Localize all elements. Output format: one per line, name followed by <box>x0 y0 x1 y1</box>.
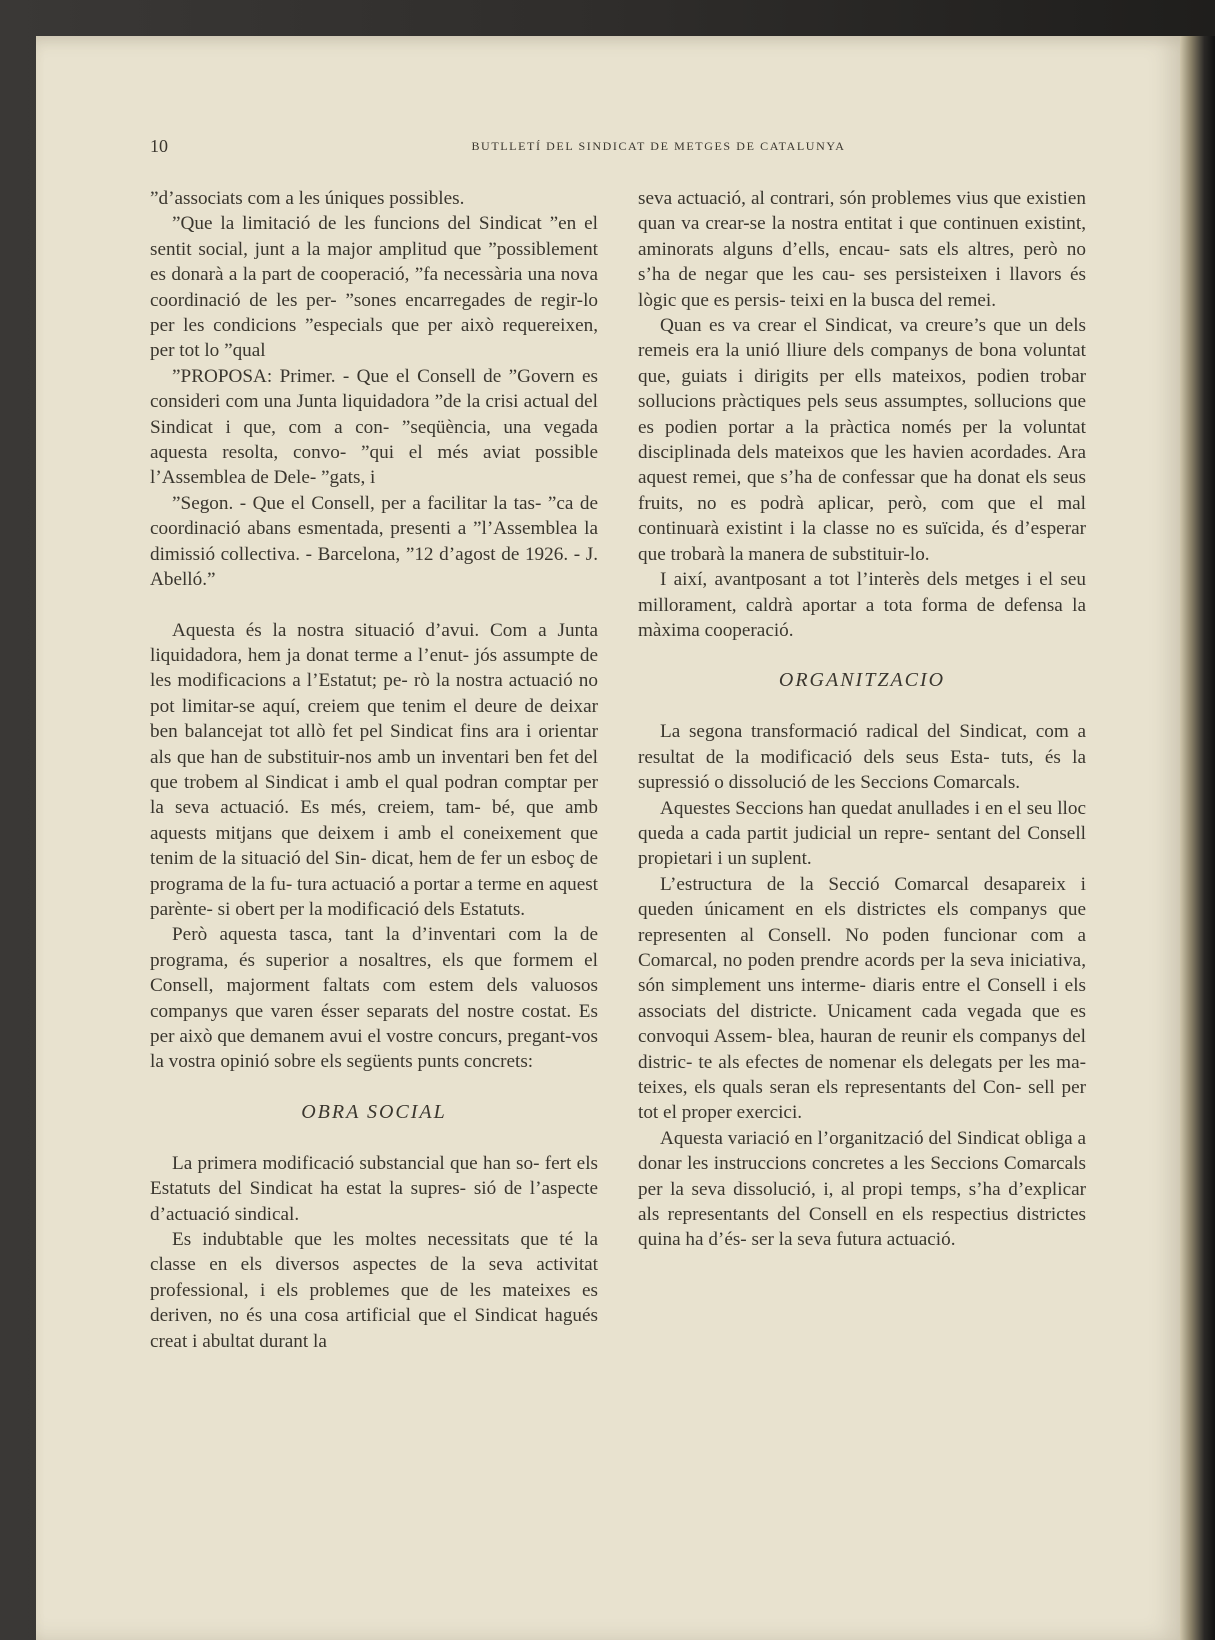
right-column <box>638 186 1086 1253</box>
paragraph: L’estructura de la Secció Comarcal desapareix i queden únicament en els districtes els companys que representen al Consell. No poden funcionar com a Comarcal, no poden prendre acords per la seva iniciativa, són simplement uns interme- diaris entre el Consell i els associats del districte. Unicament cada vegada que es convoqui Assem- blea, hauran de reunir els companys del distric- te als efectes de nomenar els delegats per les ma- teixes, els quals seran els representants del Con- sell per tot el proper exercici. <box>638 873 1086 1124</box>
paragraph: Aquesta és la nostra situació d’avui. Com a Junta liquidadora, hem ja donat terme a l’enut- jós assumpte de les modificacions a l’Estatut; pe- rò la nostra actuació no pot limitar-se aquí, creiem que tenim el deure de deixar ben balancejat tot allò fet pel Sindicat fins ara i orientar als que han de substituir-nos amb un inventari ben fet del que trobem al Sindicat i amb el qual podran comptar per la seva actuació. Es més, creiem, tam- bé, que amb aquests mitjans que deixem i amb el coneixement que tenim de la situació del Sin- dicat, hem de fer un esboç de programa de la fu- tura actuació a portar a terme en aquest parènte- si obert per la modificació dels Estatuts. <box>150 619 599 920</box>
paragraph: La primera modificació substancial que han so- fert els Estatuts del Sindicat ha estat la supres- sió de l’aspecte d’actuació sindical. <box>150 1152 598 1225</box>
section-heading-obra-social: OBRA SOCIAL <box>301 1100 447 1123</box>
section-heading-organitzacio: ORGANITZACIO <box>778 669 946 692</box>
left-column <box>150 186 598 1354</box>
paragraph: Però aquesta tasca, tant la d’inventari com la de programa, és superior a nosaltres, els que formem el Consell, majorment faltats com estem dels valuosos companys que varen ésser separats del nostre costat. Es per això que demanem avui el vostre concurs, pregant-vos la vostra opinió sobre els següents punts concrets: <box>150 924 598 1073</box>
paragraph: ”PROPOSA: Primer. - Que el Consell de ”Govern es consideri com una Junta liquidadora ”de la crisi actual del Sindicat i que, com a con- ”seqüència, una vegada aquesta resolta, convo- ”qui el més aviat possible l’Assemblea de Dele- ”gats, i <box>150 365 598 489</box>
page-header <box>150 134 1095 158</box>
page-number: 10 <box>150 136 168 156</box>
facing-page-edge <box>1180 36 1215 1640</box>
paragraph: Quan es va crear el Sindicat, va creure’s que un dels remeis era la unió lliure dels companys de bona voluntat que, guiats i dirigits per ells mateixos, podien trobar sollucions pràctiques pels seus assumptes, sollucions que es podien portar a la pràctica només per la voluntat disciplinada dels mateixos que les havien acordades. Ara aquest remei, que s’ha de confessar que ha donat els seus fruits, no es podrà aplicar, però, com que el mal continuarà existint i la classe no es suïcida, és d’esperar que trobarà la manera de substituir-lo. <box>638 315 1086 565</box>
paragraph: La segona transformació radical del Sindicat, com a resultat de la modificació dels seus Esta- tuts, és la supressió o dissolució de les Seccions Comarcals. <box>638 721 1086 794</box>
paragraph: Aquestes Seccions han quedat anullades i en el seu lloc queda a cada partit judicial un repre- sentant del Consell propietari i un suplent. <box>638 797 1086 870</box>
paragraph: seva actuació, al contrari, són problemes vius que existien quan va crear-se la nostra entitat i que continuen existint, aminorats alguns d’ells, encau- sats els altres, però no s’ha de negar que les cau- ses persisteixen i llavors és lògic que es persis- teixi en la busca del remei. <box>638 188 1086 311</box>
paragraph: ”d’associats com a les úniques possibles. <box>150 188 465 209</box>
running-head: BUTLLETÍ DEL SINDICAT DE METGES DE CATALUNYA <box>471 139 846 153</box>
paragraph: ”Segon. - Que el Consell, per a facilitar la tas- ”ca de coordinació abans esmentada, presenti a ”l’Assemblea la dimissió collectiva. - Barcelona, ”12 d’agost de 1926. - J. Abelló.” <box>150 492 598 591</box>
paragraph: Aquesta variació en l’organització del Sindicat obliga a donar les instruccions concretes a les Seccions Comarcals per la seva dissolució, i, al propi temps, s’ha d’explicar als representants del Consell en els respectius districtes quina ha d’és- ser la seva futura actuació. <box>638 1127 1086 1251</box>
paragraph: Es indubtable que les moltes necessitats que té la classe en els diversos aspectes de la seva activitat professional, i els problemes que de les mateixes es deriven, no és una cosa artificial que el Sindicat hagués creat i abultat durant la <box>150 1229 598 1352</box>
paragraph: I així, avantposant a tot l’interès dels metges i el seu millorament, caldrà aportar a tota forma de defensa la màxima cooperació. <box>638 569 1086 641</box>
paragraph: ”Que la limitació de les funcions del Sindicat ”en el sentit social, junt a la major amplitud que ”possiblement es donarà a la part de cooperació, ”fa necessària una nova coordinació de les per- ”sones encarregades de regir-lo per les condicions ”especials que per això requereixen, per tot lo ”qual <box>150 213 598 362</box>
